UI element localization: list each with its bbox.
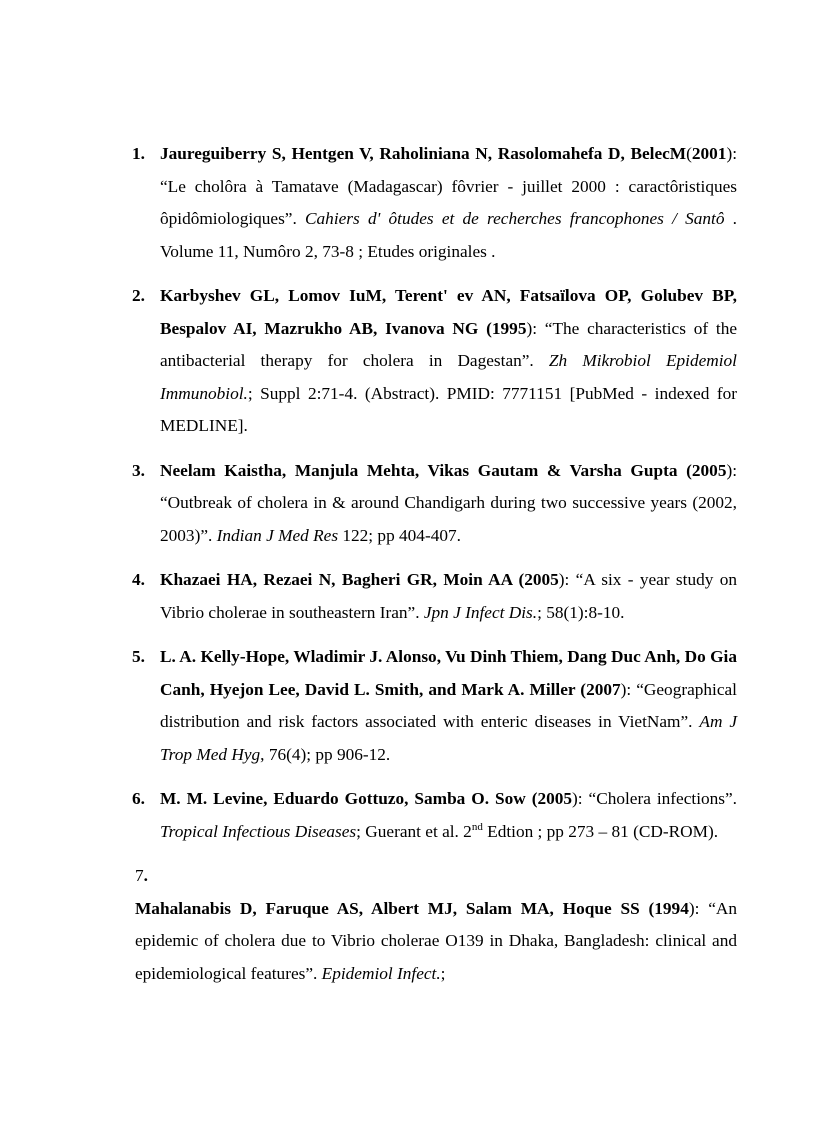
reference-authors: M. M. Levine, Eduardo Gottuzo, Samba O. Sow [160,789,526,808]
reference-details: ; [440,963,446,983]
reference-title: “An epidemic of cholera due to Vibrio cholerae O139 in Dhaka, Bangladesh: clinical and epidemiological features”. [135,898,737,983]
reference-year: 2007 [586,679,621,699]
reference-year-close: ): [558,570,570,589]
reference-year-close: ): [620,679,632,699]
reference-number: 6. [132,789,145,808]
reference-journal: Cahiers d' ôtudes et de recherches francophones / Santô [305,209,725,228]
reference-details-end: Edtion ; pp 273 – 81 (CD-ROM). [482,821,719,841]
reference-year: 2001 [691,144,727,163]
reference-item-4 [132,564,737,629]
reference-year-close: ): [526,318,538,338]
reference-year-close: ): [726,144,737,163]
reference-year-open: ( [677,460,692,480]
reference-item-5 [132,641,737,771]
reference-year: 1995 [491,318,527,338]
reference-item-1 [132,138,738,268]
reference-authors: Neelam Kaistha, Manjula Mehta, Vikas Gautam & Varsha Gupta [160,460,678,480]
reference-number: 3. [132,460,145,480]
reference-year-open: ( [525,789,538,808]
reference-year-open: ( [478,318,492,338]
reference-number: 4. [132,570,145,589]
reference-title: “The characteristics of the antibacterial therapy for cholera in Dagestan”. [160,318,738,370]
reference-year-open: ( [512,570,525,589]
reference-details: ; 58(1):8-10. [537,602,625,622]
reference-number-digit: 7 [135,866,144,885]
reference-year: 2005 [524,570,559,589]
reference-number: 2. [132,286,145,305]
reference-journal: Am J Trop Med Hyg [160,712,737,764]
reference-superscript: nd [471,820,483,833]
reference-journal: Epidemiol Infect. [321,963,441,983]
reference-authors: Jaureguiberry S, Hentgen V, Raholiniana N, Rasolomahefa D, BelecM [160,144,687,163]
reference-journal: Zh Mikrobiol Epidemiol Immunobiol. [160,351,737,403]
reference-title: “Le cholôra à Tamatave (Madagascar) fôvrier - juillet 2000 : caractôristiques ôpidômiologiques”. [160,176,737,228]
reference-number: 1. [132,144,145,163]
reference-year: 1994 [654,898,689,918]
reference-title: “Geographical distribution and risk factors associated with enteric diseases in VietNam”. [160,679,737,731]
reference-item-6 [132,783,737,848]
reference-details: ; Guerant et al. 2 [356,821,472,841]
reference-year: 2005 [691,460,727,480]
reference-authors: Mahalanabis D, Faruque AS, Albert MJ, Salam MA, Hoque SS [135,898,640,918]
reference-details: ; Suppl 2:71-4. (Abstract). PMID: 7771151 [PubMed - indexed for MEDLINE]. [160,383,737,435]
reference-journal: Jpn J Infect Dis. [423,602,538,622]
reference-year-close: ): [572,789,583,808]
reference-list [0,138,816,1002]
reference-item-2 [132,280,738,443]
reference-number [135,860,737,893]
reference-details: 122; pp 404-407. [338,525,461,545]
reference-journal: Tropical Infectious Diseases [160,821,357,841]
reference-journal: Indian J Med Res [216,525,339,545]
reference-authors: Karbyshev GL, Lomov IuM, Terent' ev AN, Fatsaïlova OP, Golubev BP, Bespalov AI, Mazrukho AB, Ivanova NG [160,286,737,338]
reference-year-open: ( [575,679,587,699]
reference-number: 5. [132,647,145,666]
reference-year-close: ): [688,898,700,918]
reference-item-7 [135,860,737,990]
reference-item-3 [132,455,738,553]
reference-year-open: ( [686,144,692,163]
reference-number-dot: . [143,866,148,885]
reference-year: 2005 [537,789,573,808]
reference-authors: Khazaei HA, Rezaei N, Bagheri GR, Moin AA [160,570,513,589]
reference-details: . Volume 11, Numôro 2, 73-8 ; Etudes originales . [160,209,738,261]
reference-details: , 76(4); pp 906-12. [260,744,391,764]
reference-year-close: ): [726,460,738,480]
reference-year-open: ( [639,898,655,918]
reference-authors: L. A. Kelly-Hope, Wladimir J. Alonso, Vu Dinh Thiem, Dang Duc Anh, Do Gia Canh, Hyejon Lee, David L. Smith, and Mark A. Miller [160,647,737,699]
reference-title: “Outbreak of cholera in & around Chandigarh during two successive years (2002, 2003)”. [160,493,737,545]
reference-title: “Cholera infections”. [582,789,737,808]
reference-title: “A six - year study on Vibrio cholerae in southeastern Iran”. [160,570,737,622]
